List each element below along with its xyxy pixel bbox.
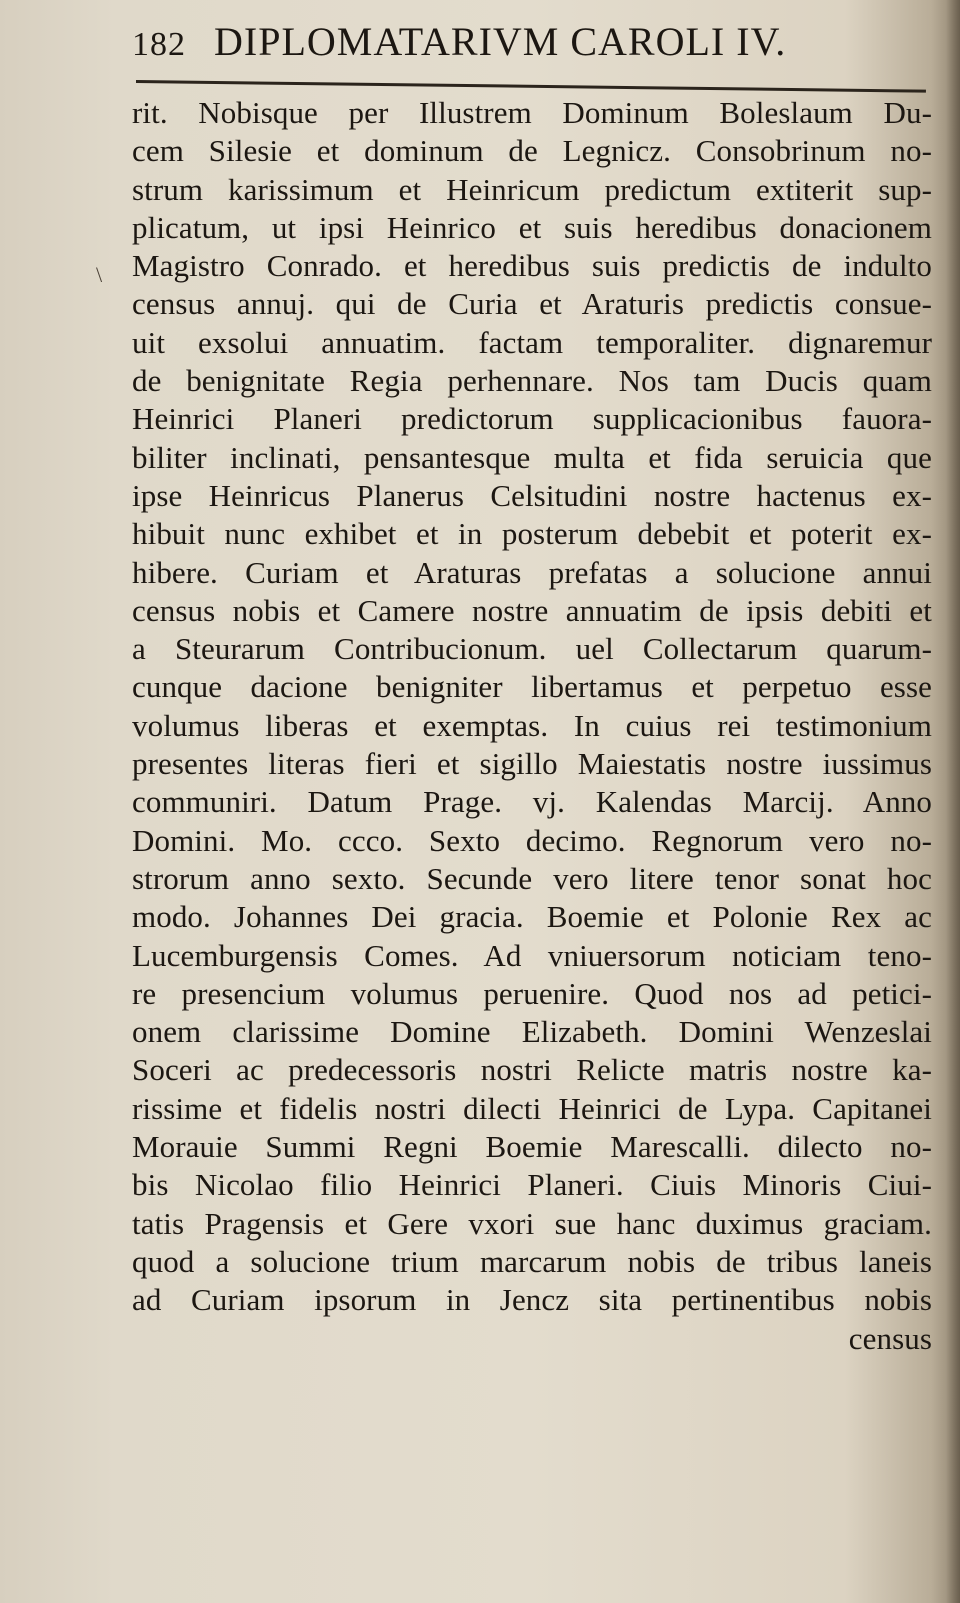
text-line: biliter inclinati, pensantesque multa et fida seruicia que (132, 439, 932, 475)
text-line: Lucemburgensis Comes. Ad vniuersorum noticiam teno- (132, 937, 932, 973)
text-line: re presencium volumus peruenire. Quod nos ad petici- (132, 975, 932, 1011)
text-line: onem clarissime Domine Elizabeth. Domini Wenzeslai (132, 1014, 932, 1050)
margin-mark: \ (96, 262, 103, 287)
text-line: bis Nicolao filio Heinrici Planeri. Ciuis Minoris Ciui- (132, 1167, 932, 1203)
text-line: a Steurarum Contribucionum. uel Collectarum quarum- (132, 631, 932, 667)
running-head: DIPLOMATARIVM CAROLI IV. (214, 19, 787, 64)
text-line: hibere. Curiam et Araturas prefatas a solucione annui (132, 554, 932, 590)
text-line: quod a solucione trium marcarum nobis de tribus laneis (132, 1243, 932, 1279)
text-line: strum karissimum et Heinricum predictum extiterit sup- (132, 171, 932, 207)
page-edge-shadow (946, 0, 960, 1603)
text-line: plicatum, ut ipsi Heinrico et suis heredibus donacionem (132, 209, 932, 245)
text-line: Domini. Mo. ccco. Sexto decimo. Regnorum vero no- (132, 822, 932, 858)
text-line: volumus liberas et exemptas. In cuius rei testimonium (132, 707, 932, 743)
text-line: uit exsolui annuatim. factam temporaliter. dignaremur (132, 324, 932, 360)
text-line: census nobis et Camere nostre annuatim de ipsis debiti et (132, 592, 932, 628)
text-line: strorum anno sexto. Secunde vero litere tenor sonat hoc (132, 860, 932, 896)
text-line: cunque dacione benigniter libertamus et perpetuo esse (132, 669, 932, 705)
page-header (132, 18, 912, 78)
body-text (132, 94, 932, 1358)
text-line: census annuj. qui de Curia et Araturis predictis consue- (132, 286, 932, 322)
text-line: cem Silesie et dominum de Legnicz. Consobrinum no- (132, 133, 932, 169)
text-line: rit. Nobisque per Illustrem Dominum Boleslaum Du- (132, 95, 932, 130)
text-line: de benignitate Regia perhennare. Nos tam Ducis quam (132, 363, 932, 399)
text-line: Soceri ac predecessoris nostri Relicte matris nostre ka- (132, 1052, 932, 1088)
page-number: 182 (132, 26, 186, 63)
text-line: presentes literas fieri et sigillo Maiestatis nostre iussimus (132, 746, 932, 782)
text-line: census (848, 1320, 932, 1356)
text-line: communiri. Datum Prage. vj. Kalendas Marcij. Anno (132, 784, 932, 820)
text-line: Heinrici Planeri predictorum supplicacionibus fauora- (132, 401, 932, 437)
header-rule (136, 80, 926, 93)
text-line: Morauie Summi Regni Boemie Marescalli. dilecto no- (132, 1129, 932, 1165)
text-line: modo. Johannes Dei gracia. Boemie et Polonie Rex ac (132, 899, 932, 935)
text-line: ipse Heinricus Planerus Celsitudini nostre hactenus ex- (132, 477, 932, 513)
text-line: Magistro Conrado. et heredibus suis predictis de indulto (132, 248, 932, 284)
text-line: ad Curiam ipsorum in Jencz sita pertinentibus nobis (132, 1282, 932, 1318)
text-line: hibuit nunc exhibet et in posterum debebit et poterit ex- (132, 516, 932, 552)
text-line: tatis Pragensis et Gere vxori sue hanc duximus graciam. (132, 1205, 932, 1241)
text-line: rissime et fidelis nostri dilecti Heinrici de Lypa. Capitanei (132, 1090, 932, 1126)
